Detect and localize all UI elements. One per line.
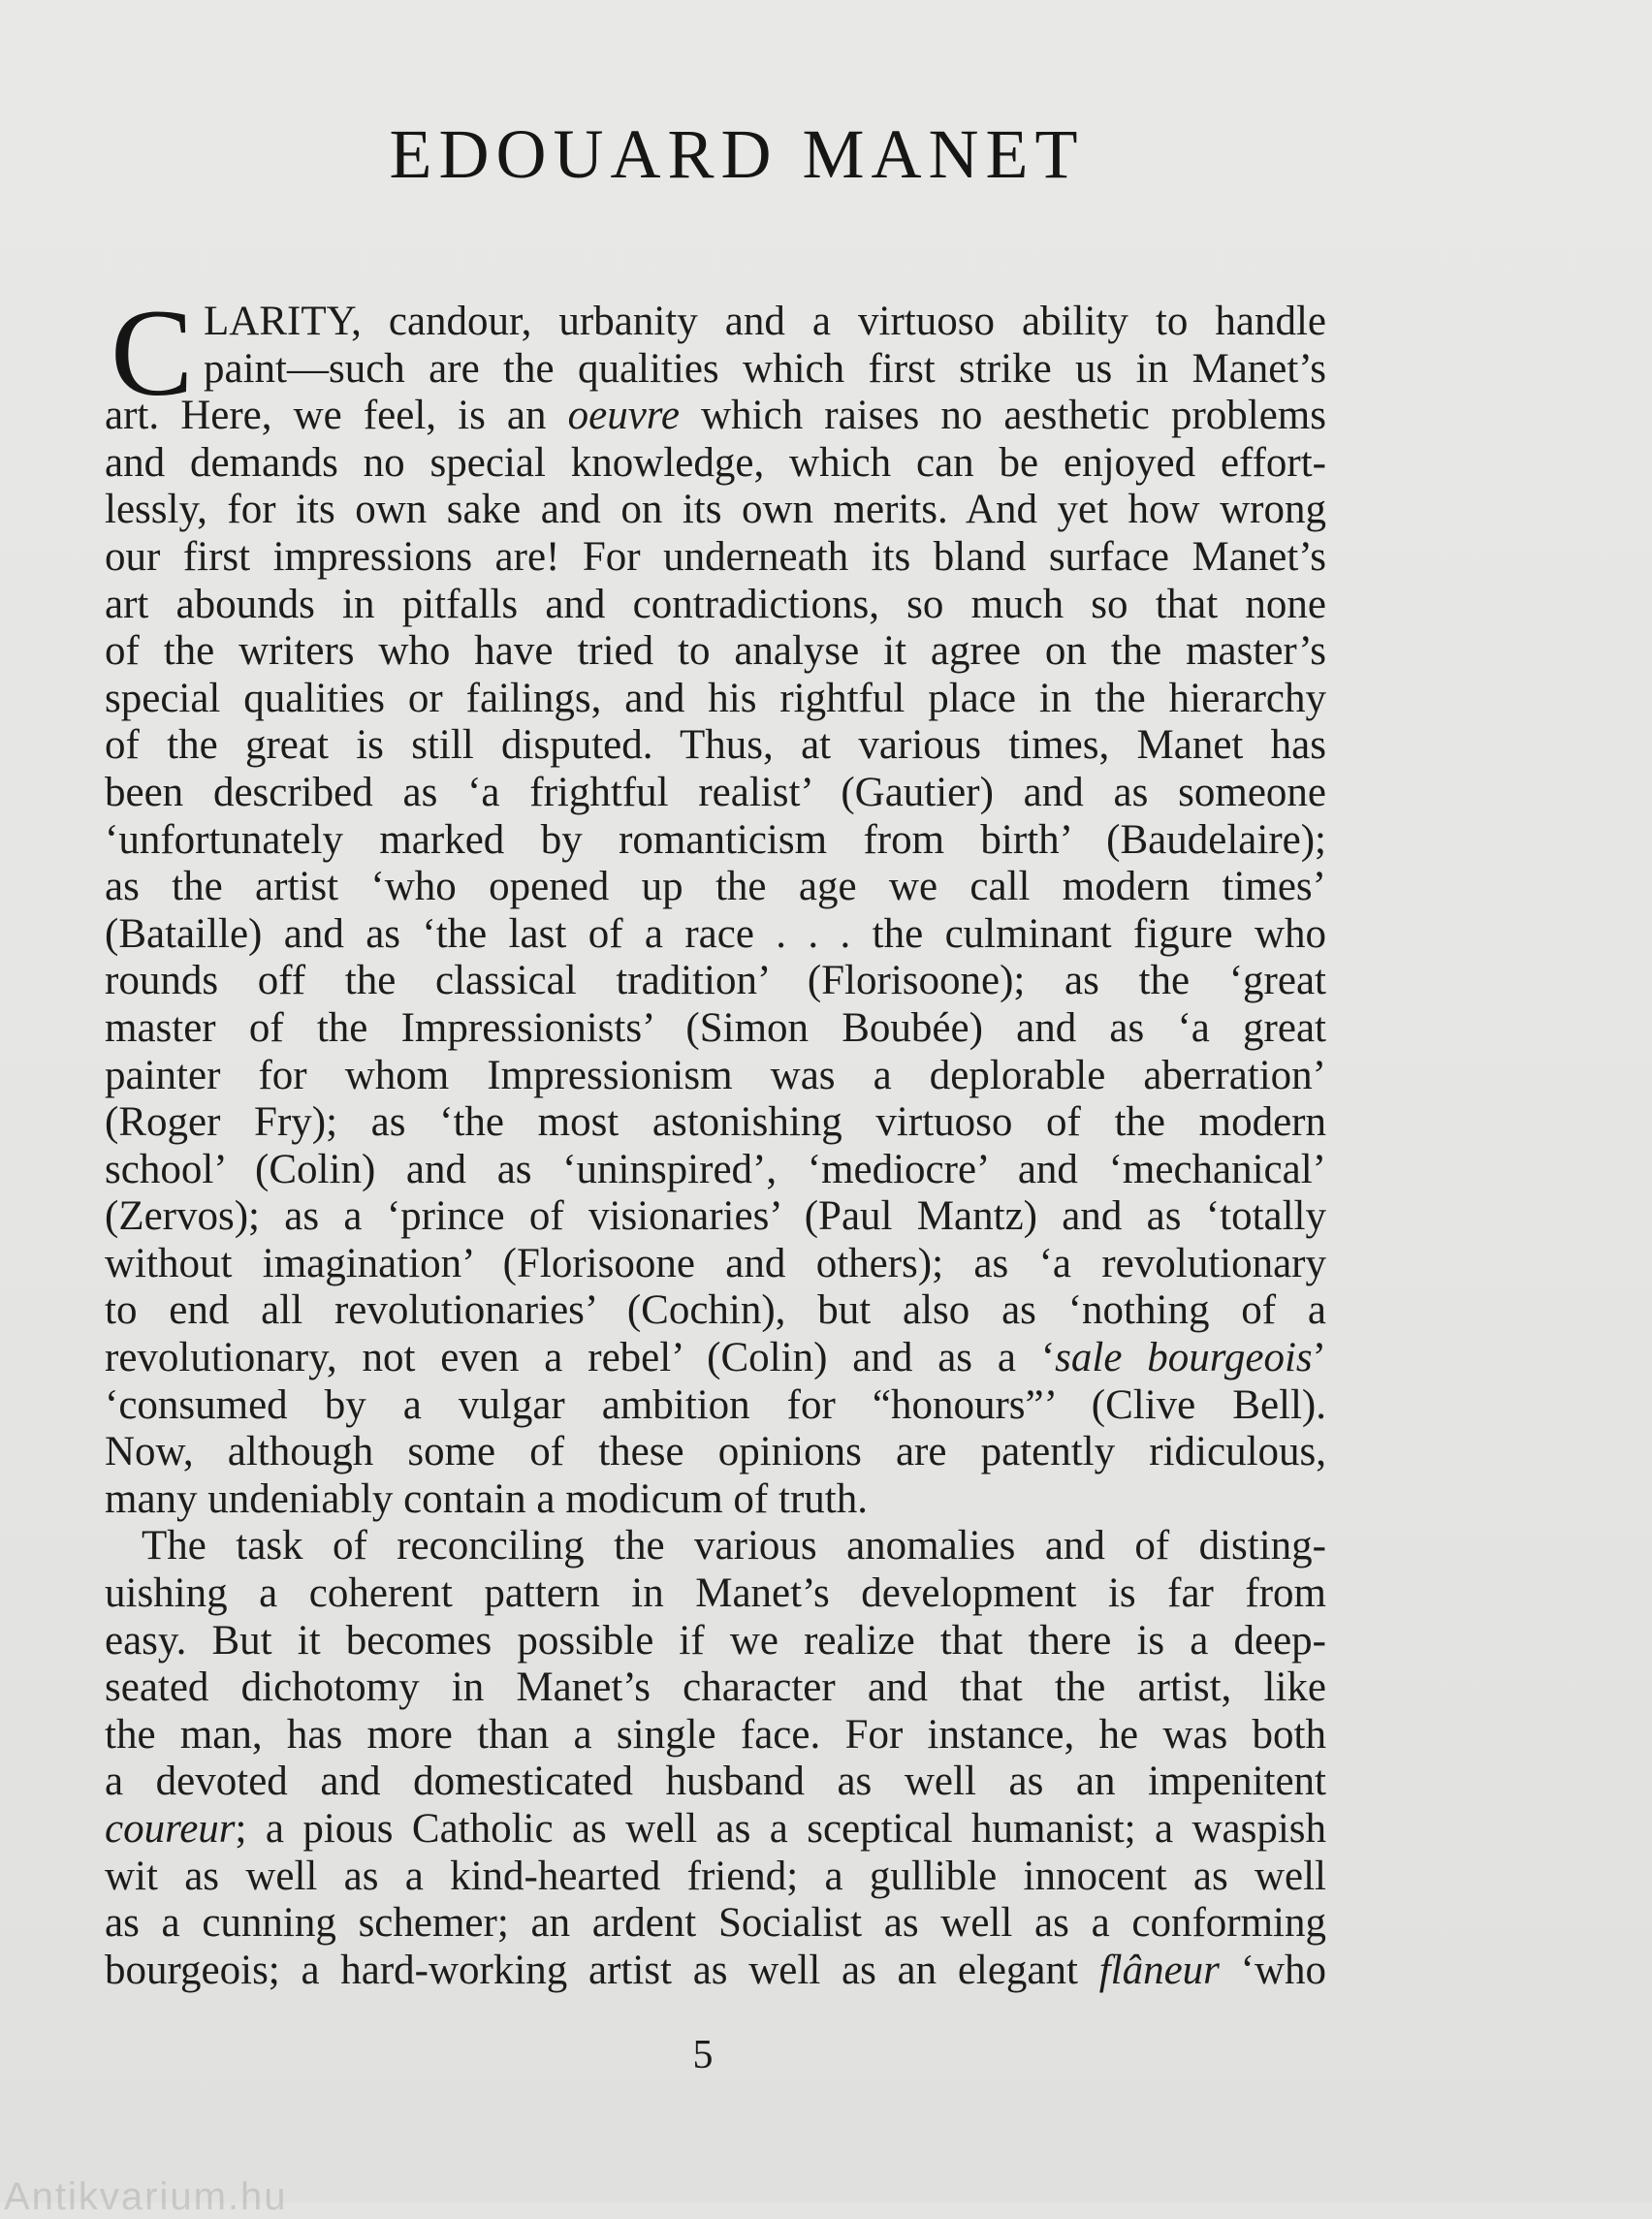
text-line: easy. But it becomes possible if we realize that there is a deep-: [105, 1617, 1326, 1664]
text-line: art abounds in pitfalls and contradictions, so much so that none: [105, 581, 1326, 627]
text-line: as the artist ‘who opened up the age we call modern times’: [105, 864, 1326, 910]
paragraph-1: [105, 284, 1326, 1523]
text-line: painter for whom Impressionism was a deplorable aberration’: [105, 1052, 1326, 1098]
text-line: coureur; a pious Catholic as well as a sceptical humanist; a waspish: [105, 1806, 1326, 1852]
chapter-title: EDOUARD MANET: [389, 115, 1085, 193]
body-text: [105, 284, 1326, 1994]
text-line: and demands no special knowledge, which can be enjoyed effort-: [105, 439, 1326, 486]
text-line: LARITY, candour, urbanity and a virtuoso ability to handle: [204, 299, 1326, 344]
text-line: master of the Impressionists’ (Simon Boubée) and as ‘a great: [105, 1004, 1326, 1051]
text-line: revolutionary, not even a rebel’ (Colin) and as a ‘sale bourgeois’: [105, 1335, 1326, 1381]
text-line: paint—such are the qualities which first strike us in Manet’s: [204, 345, 1326, 392]
text-line: the man, has more than a single face. For instance, he was both: [105, 1711, 1326, 1758]
text-line: to end all revolutionaries’ (Cochin), but also as ‘nothing of a: [105, 1287, 1326, 1334]
text-line: bourgeois; a hard-working artist as well as an elegant flâneur ‘who: [105, 1947, 1326, 1993]
text-line: school’ (Colin) and as ‘uninspired’, ‘mediocre’ and ‘mechanical’: [105, 1146, 1326, 1192]
text-line: lessly, for its own sake and on its own merits. And yet how wrong: [105, 487, 1326, 533]
text-line: art. Here, we feel, is an oeuvre which raises no aesthetic problems: [105, 393, 1326, 439]
text-line: Now, although some of these opinions are patently ridiculous,: [105, 1429, 1326, 1475]
paragraph-2: [105, 1523, 1326, 1994]
text-line: special qualities or failings, and his rightful place in the hierarchy: [105, 675, 1326, 721]
text-line: wit as well as a kind-hearted friend; a gullible innocent as well: [105, 1853, 1326, 1899]
text-line: many undeniably contain a modicum of truth.: [105, 1475, 868, 1522]
text-line: ‘unfortunately marked by romanticism from birth’ (Baudelaire);: [105, 816, 1326, 863]
text-line: (Bataille) and as ‘the last of a race . . . the culminant figure who: [105, 910, 1326, 957]
text-line: of the writers who have tried to analyse it agree on the master’s: [105, 628, 1326, 675]
text-line: as a cunning schemer; an ardent Socialist as well as a conforming: [105, 1900, 1326, 1947]
text-line: ‘consumed by a vulgar ambition for “honours”’ (Clive Bell).: [105, 1381, 1326, 1428]
drop-cap: C: [111, 284, 194, 422]
text-line: of the great is still disputed. Thus, at various times, Manet has: [105, 722, 1326, 769]
page-number: 5: [692, 2033, 714, 2077]
text-line: The task of reconciling the various anomalies and of disting-: [142, 1523, 1326, 1569]
text-line: been described as ‘a frightful realist’ (Gautier) and as someone: [105, 769, 1326, 815]
text-line: without imagination’ (Florisoone and others); as ‘a revolutionary: [105, 1240, 1326, 1286]
text-line: (Roger Fry); as ‘the most astonishing virtuoso of the modern: [105, 1099, 1326, 1146]
text-line: seated dichotomy in Manet’s character and that the artist, like: [105, 1664, 1326, 1711]
text-line: uishing a coherent pattern in Manet’s development is far from: [105, 1570, 1326, 1617]
text-line: a devoted and domesticated husband as well as an impenitent: [105, 1759, 1326, 1805]
watermark: Antikvarium.hu: [4, 2175, 288, 2218]
text-line: (Zervos); as a ‘prince of visionaries’ (Paul Mantz) and as ‘totally: [105, 1193, 1326, 1240]
text-line: rounds off the classical tradition’ (Florisoone); as the ‘great: [105, 958, 1326, 1004]
text-line: our first impressions are! For underneath its bland surface Manet’s: [105, 533, 1326, 580]
